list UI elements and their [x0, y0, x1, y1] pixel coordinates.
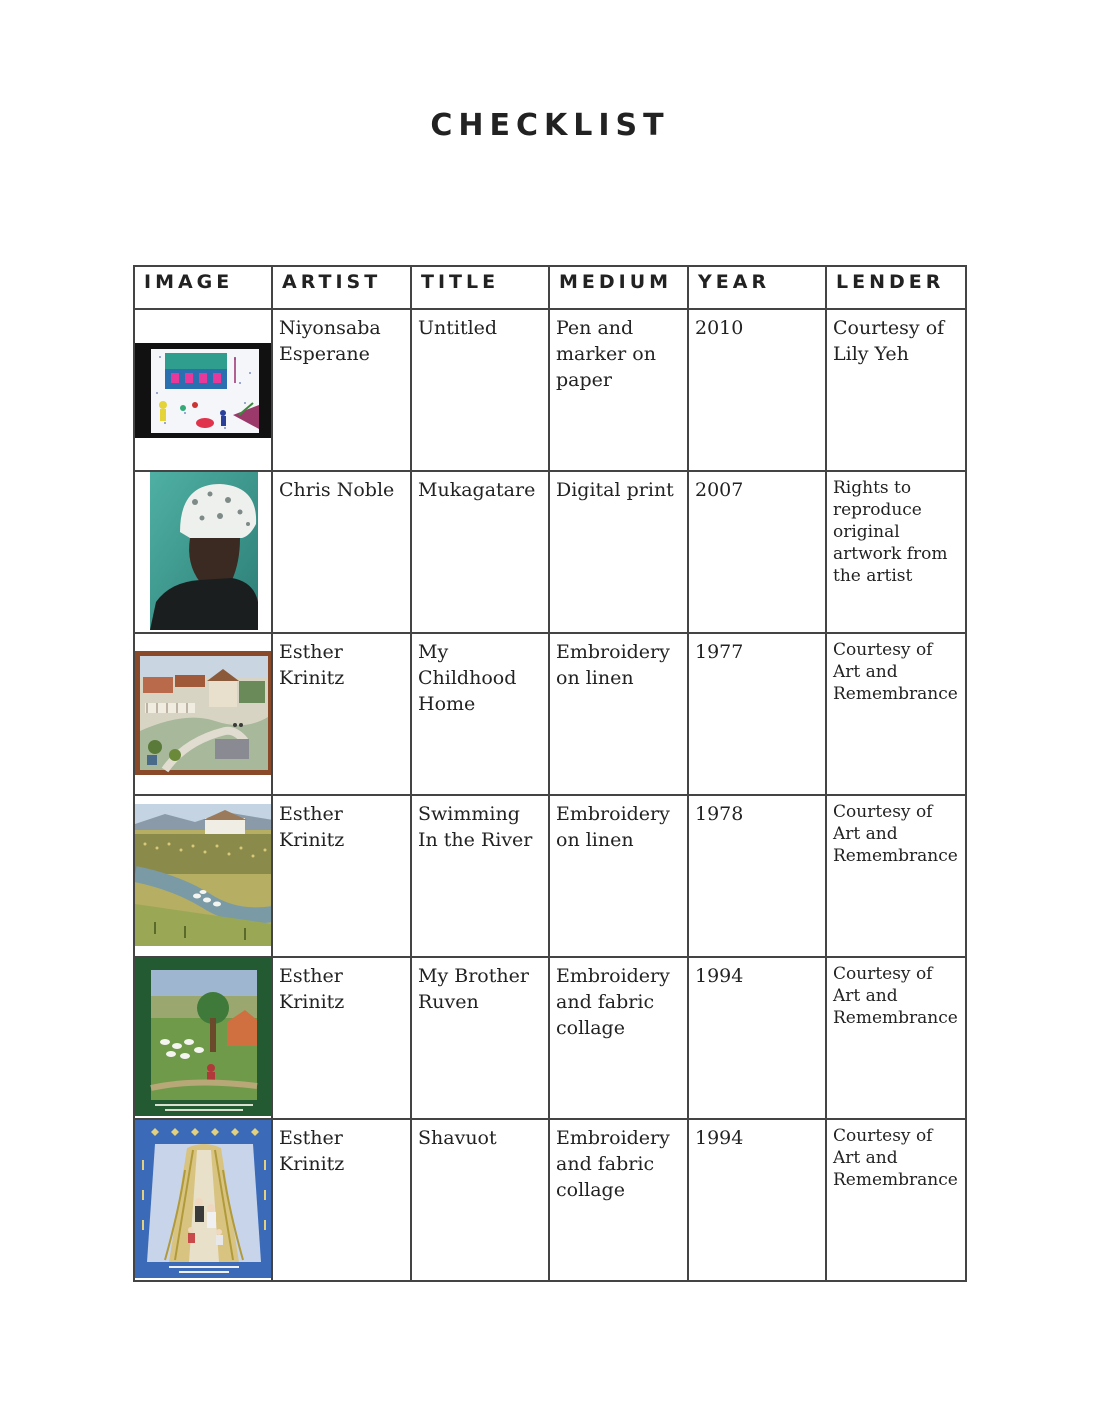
column-header-medium: MEDIUM [549, 266, 688, 309]
medium-cell: Digital print [549, 471, 688, 633]
portrait-photo-thumbnail [150, 472, 258, 630]
lender-cell: Courtesy of Art and Remembrance [826, 957, 966, 1119]
column-header-title: TITLE [411, 266, 549, 309]
lender-cell: Courtesy of Art and Remembrance [826, 633, 966, 795]
title-cell: My Childhood Home [411, 633, 549, 795]
table-row [134, 1119, 966, 1281]
image-cell [134, 633, 272, 795]
year-cell: 1978 [688, 795, 826, 957]
checklist-table [133, 265, 967, 1282]
year-cell: 2010 [688, 309, 826, 471]
table-row [134, 633, 966, 795]
artist-cell: Esther Krinitz [272, 633, 411, 795]
medium-cell: Embroidery on linen [549, 633, 688, 795]
year-cell: 1994 [688, 957, 826, 1119]
medium-cell: Embroidery and fabric collage [549, 1119, 688, 1281]
table-row [134, 795, 966, 957]
table-row [134, 309, 966, 471]
year-cell: 1977 [688, 633, 826, 795]
medium-cell: Embroidery and fabric collage [549, 957, 688, 1119]
image-cell [134, 795, 272, 957]
image-cell [134, 471, 272, 633]
table-row [134, 471, 966, 633]
title-cell: My Brother Ruven [411, 957, 549, 1119]
lender-cell: Courtesy of Art and Remembrance [826, 795, 966, 957]
medium-cell: Pen and marker on paper [549, 309, 688, 471]
year-cell: 1994 [688, 1119, 826, 1281]
artist-cell: Esther Krinitz [272, 957, 411, 1119]
artist-cell: Chris Noble [272, 471, 411, 633]
column-header-image: IMAGE [134, 266, 272, 309]
title-cell: Swimming In the River [411, 795, 549, 957]
artist-cell: Niyonsaba Esperane [272, 309, 411, 471]
medium-cell: Embroidery on linen [549, 795, 688, 957]
image-cell [134, 957, 272, 1119]
column-header-lender: LENDER [826, 266, 966, 309]
lender-cell: Rights to reproduce original artwork from the artist [826, 471, 966, 633]
lender-cell: Courtesy of Lily Yeh [826, 309, 966, 471]
garden-geese-embroidery-thumbnail [135, 958, 272, 1116]
river-landscape-embroidery-thumbnail [135, 804, 272, 946]
table-row [134, 957, 966, 1119]
image-cell [134, 1119, 272, 1281]
title-cell: Untitled [411, 309, 549, 471]
lender-cell: Courtesy of Art and Remembrance [826, 1119, 966, 1281]
page-title: CHECKLIST [430, 108, 670, 143]
table-header-row [134, 266, 966, 309]
title-cell: Shavuot [411, 1119, 549, 1281]
title-cell: Mukagatare [411, 471, 549, 633]
village-embroidery-thumbnail [135, 651, 272, 775]
artist-cell: Esther Krinitz [272, 795, 411, 957]
year-cell: 2007 [688, 471, 826, 633]
image-cell [134, 309, 272, 471]
column-header-artist: ARTIST [272, 266, 411, 309]
childrens-drawing-artwork-thumbnail [135, 343, 272, 438]
wheat-field-embroidery-thumbnail [135, 1120, 272, 1278]
artist-cell: Esther Krinitz [272, 1119, 411, 1281]
column-header-year: YEAR [688, 266, 826, 309]
